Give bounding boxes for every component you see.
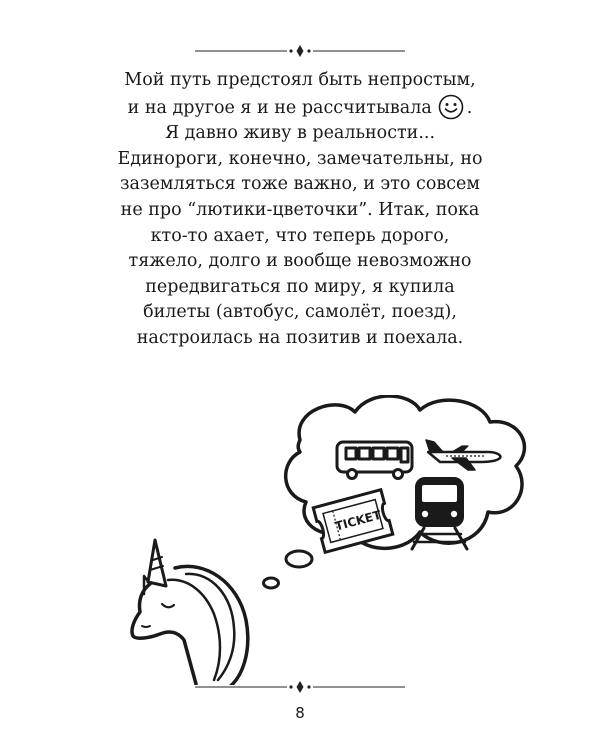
body-text (60, 68, 540, 352)
top-ornament-divider (195, 44, 405, 58)
text-line: Я давно живу в реальности... (164, 123, 436, 144)
ticket-label: TICKET (333, 507, 383, 534)
unicorn-icon (132, 540, 248, 685)
page-number: 8 (295, 704, 305, 722)
text-line: Мой путь предстоял быть непростым, (124, 70, 476, 90)
thought-dot-small (264, 578, 279, 588)
bottom-ornament-divider (195, 680, 405, 694)
text-line: кто-то ахает, что теперь дорого, (150, 225, 450, 246)
text-line: заземляться тоже важно, и это совсем (120, 174, 480, 195)
text-line: Единороги, конечно, замечательны, но (117, 148, 483, 169)
text-line: билеты (автобус, самолёт, поезд), (143, 302, 457, 323)
text-line: и на другое я и не рассчитывала (127, 97, 432, 118)
text-line: не про “лютики-цветочки”. Итак, пока (120, 199, 480, 220)
text-line-end: . (466, 97, 473, 118)
text-line: тяжело, долго и вообще невозможно (128, 251, 472, 272)
bus-icon (337, 442, 412, 479)
text-line: настроилась на позитив и поехала. (136, 327, 464, 348)
text-line: передвигаться по миру, я купила (145, 276, 455, 297)
travel-illustration (0, 395, 600, 685)
thought-dot-large (286, 551, 312, 567)
text-line-with-smiley (60, 94, 540, 122)
smiley-icon (438, 94, 464, 120)
